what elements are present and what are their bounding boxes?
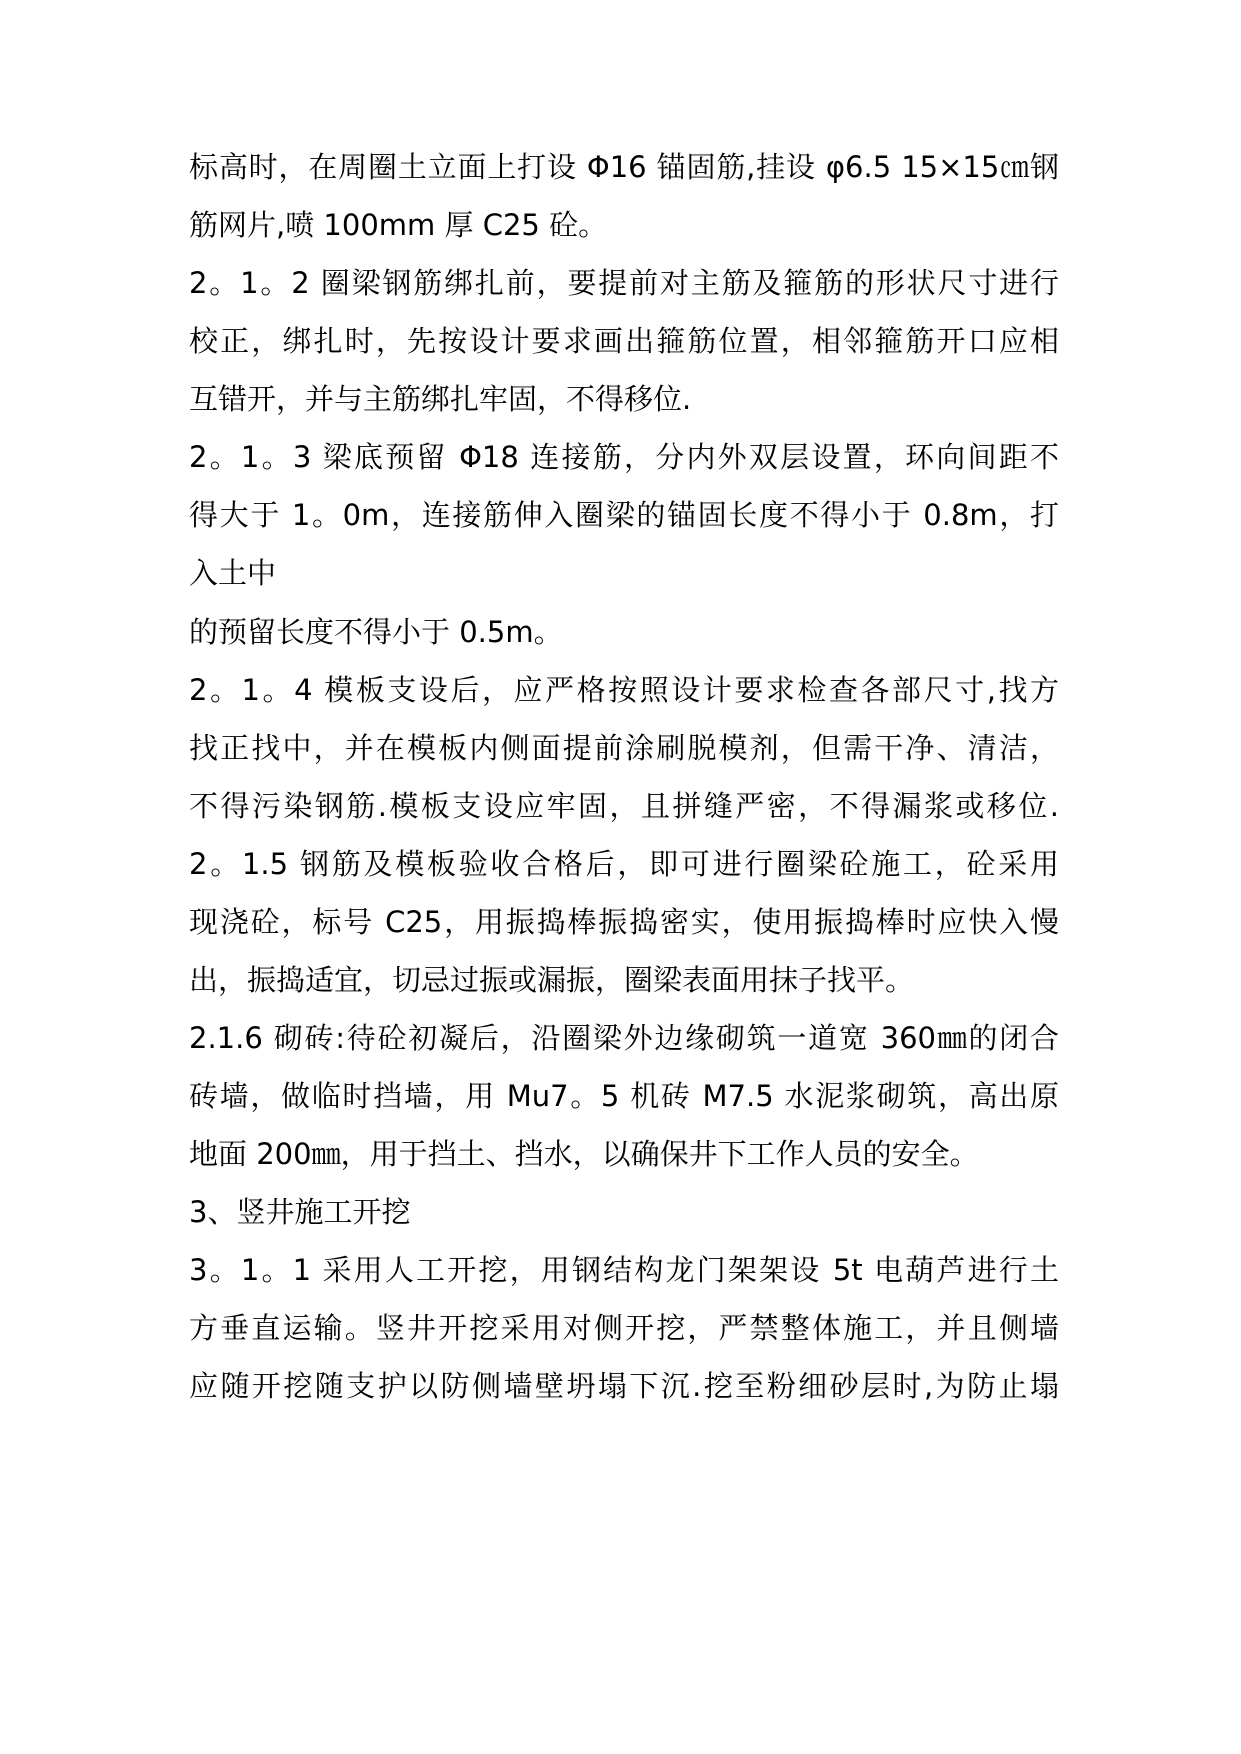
text-line: 筋网片,喷 100mm 厚 C25 砼。 [189, 208, 608, 242]
text-line: 砖墙，做临时挡墙，用 Mu7。5 机砖 M7.5 水泥浆砌筑，高出原 [189, 1079, 1059, 1113]
text-line: 标高时，在周圈土立面上打设 Φ16 锚固筋,挂设 φ6.5 15×15㎝钢 [189, 150, 1059, 184]
text-line: 2。1。4 模板支设后，应严格按照设计要求检查各部尺寸,找方 [189, 673, 1059, 707]
text-line: 3。1。1 采用人工开挖，用钢结构龙门架架设 5t 电葫芦进行土 [189, 1253, 1059, 1287]
text-line: 出，振捣适宜，切忌过振或漏振，圈梁表面用抹子找平。 [189, 963, 915, 997]
text-line: 的预留长度不得小于 0.5m。 [189, 615, 563, 649]
text-line: 入土中 [189, 556, 277, 590]
text-line: 不得污染钢筋.模板支设应牢固，且拼缝严密，不得漏浆或移位. [189, 789, 1059, 823]
section-heading: 3、竖井施工开挖 [189, 1195, 411, 1229]
text-line: 2.1.6 砌砖:待砼初凝后，沿圈梁外边缘砌筑一道宽 360㎜的闭合 [189, 1021, 1059, 1055]
text-line: 校正，绑扎时，先按设计要求画出箍筋位置，相邻箍筋开口应相 [189, 324, 1059, 358]
text-line: 应随开挖随支护以防侧墙壁坍塌下沉.挖至粉细砂层时,为防止塌 [189, 1369, 1059, 1403]
text-line: 2。1。2 圈梁钢筋绑扎前，要提前对主筋及箍筋的形状尺寸进行 [189, 266, 1059, 300]
text-line: 现浇砼，标号 C25，用振捣棒振捣密实，使用振捣棒时应快入慢 [189, 905, 1059, 939]
text-line: 得大于 1。0m，连接筋伸入圈梁的锚固长度不得小于 0.8m，打 [189, 498, 1059, 532]
text-line: 找正找中，并在模板内侧面提前涂刷脱模剂，但需干净、清洁， [189, 731, 1059, 765]
text-line: 2。1。3 梁底预留 Φ18 连接筋，分内外双层设置，环向间距不 [189, 440, 1059, 474]
text-line: 方垂直运输。竖井开挖采用对侧开挖，严禁整体施工，并且侧墙 [189, 1311, 1059, 1345]
text-line: 2。1.5 钢筋及模板验收合格后，即可进行圈梁砼施工，砼采用 [189, 847, 1059, 881]
text-line: 地面 200㎜，用于挡土、挡水，以确保井下工作人员的安全。 [189, 1137, 979, 1171]
text-line: 互错开，并与主筋绑扎牢固，不得移位. [189, 382, 692, 416]
